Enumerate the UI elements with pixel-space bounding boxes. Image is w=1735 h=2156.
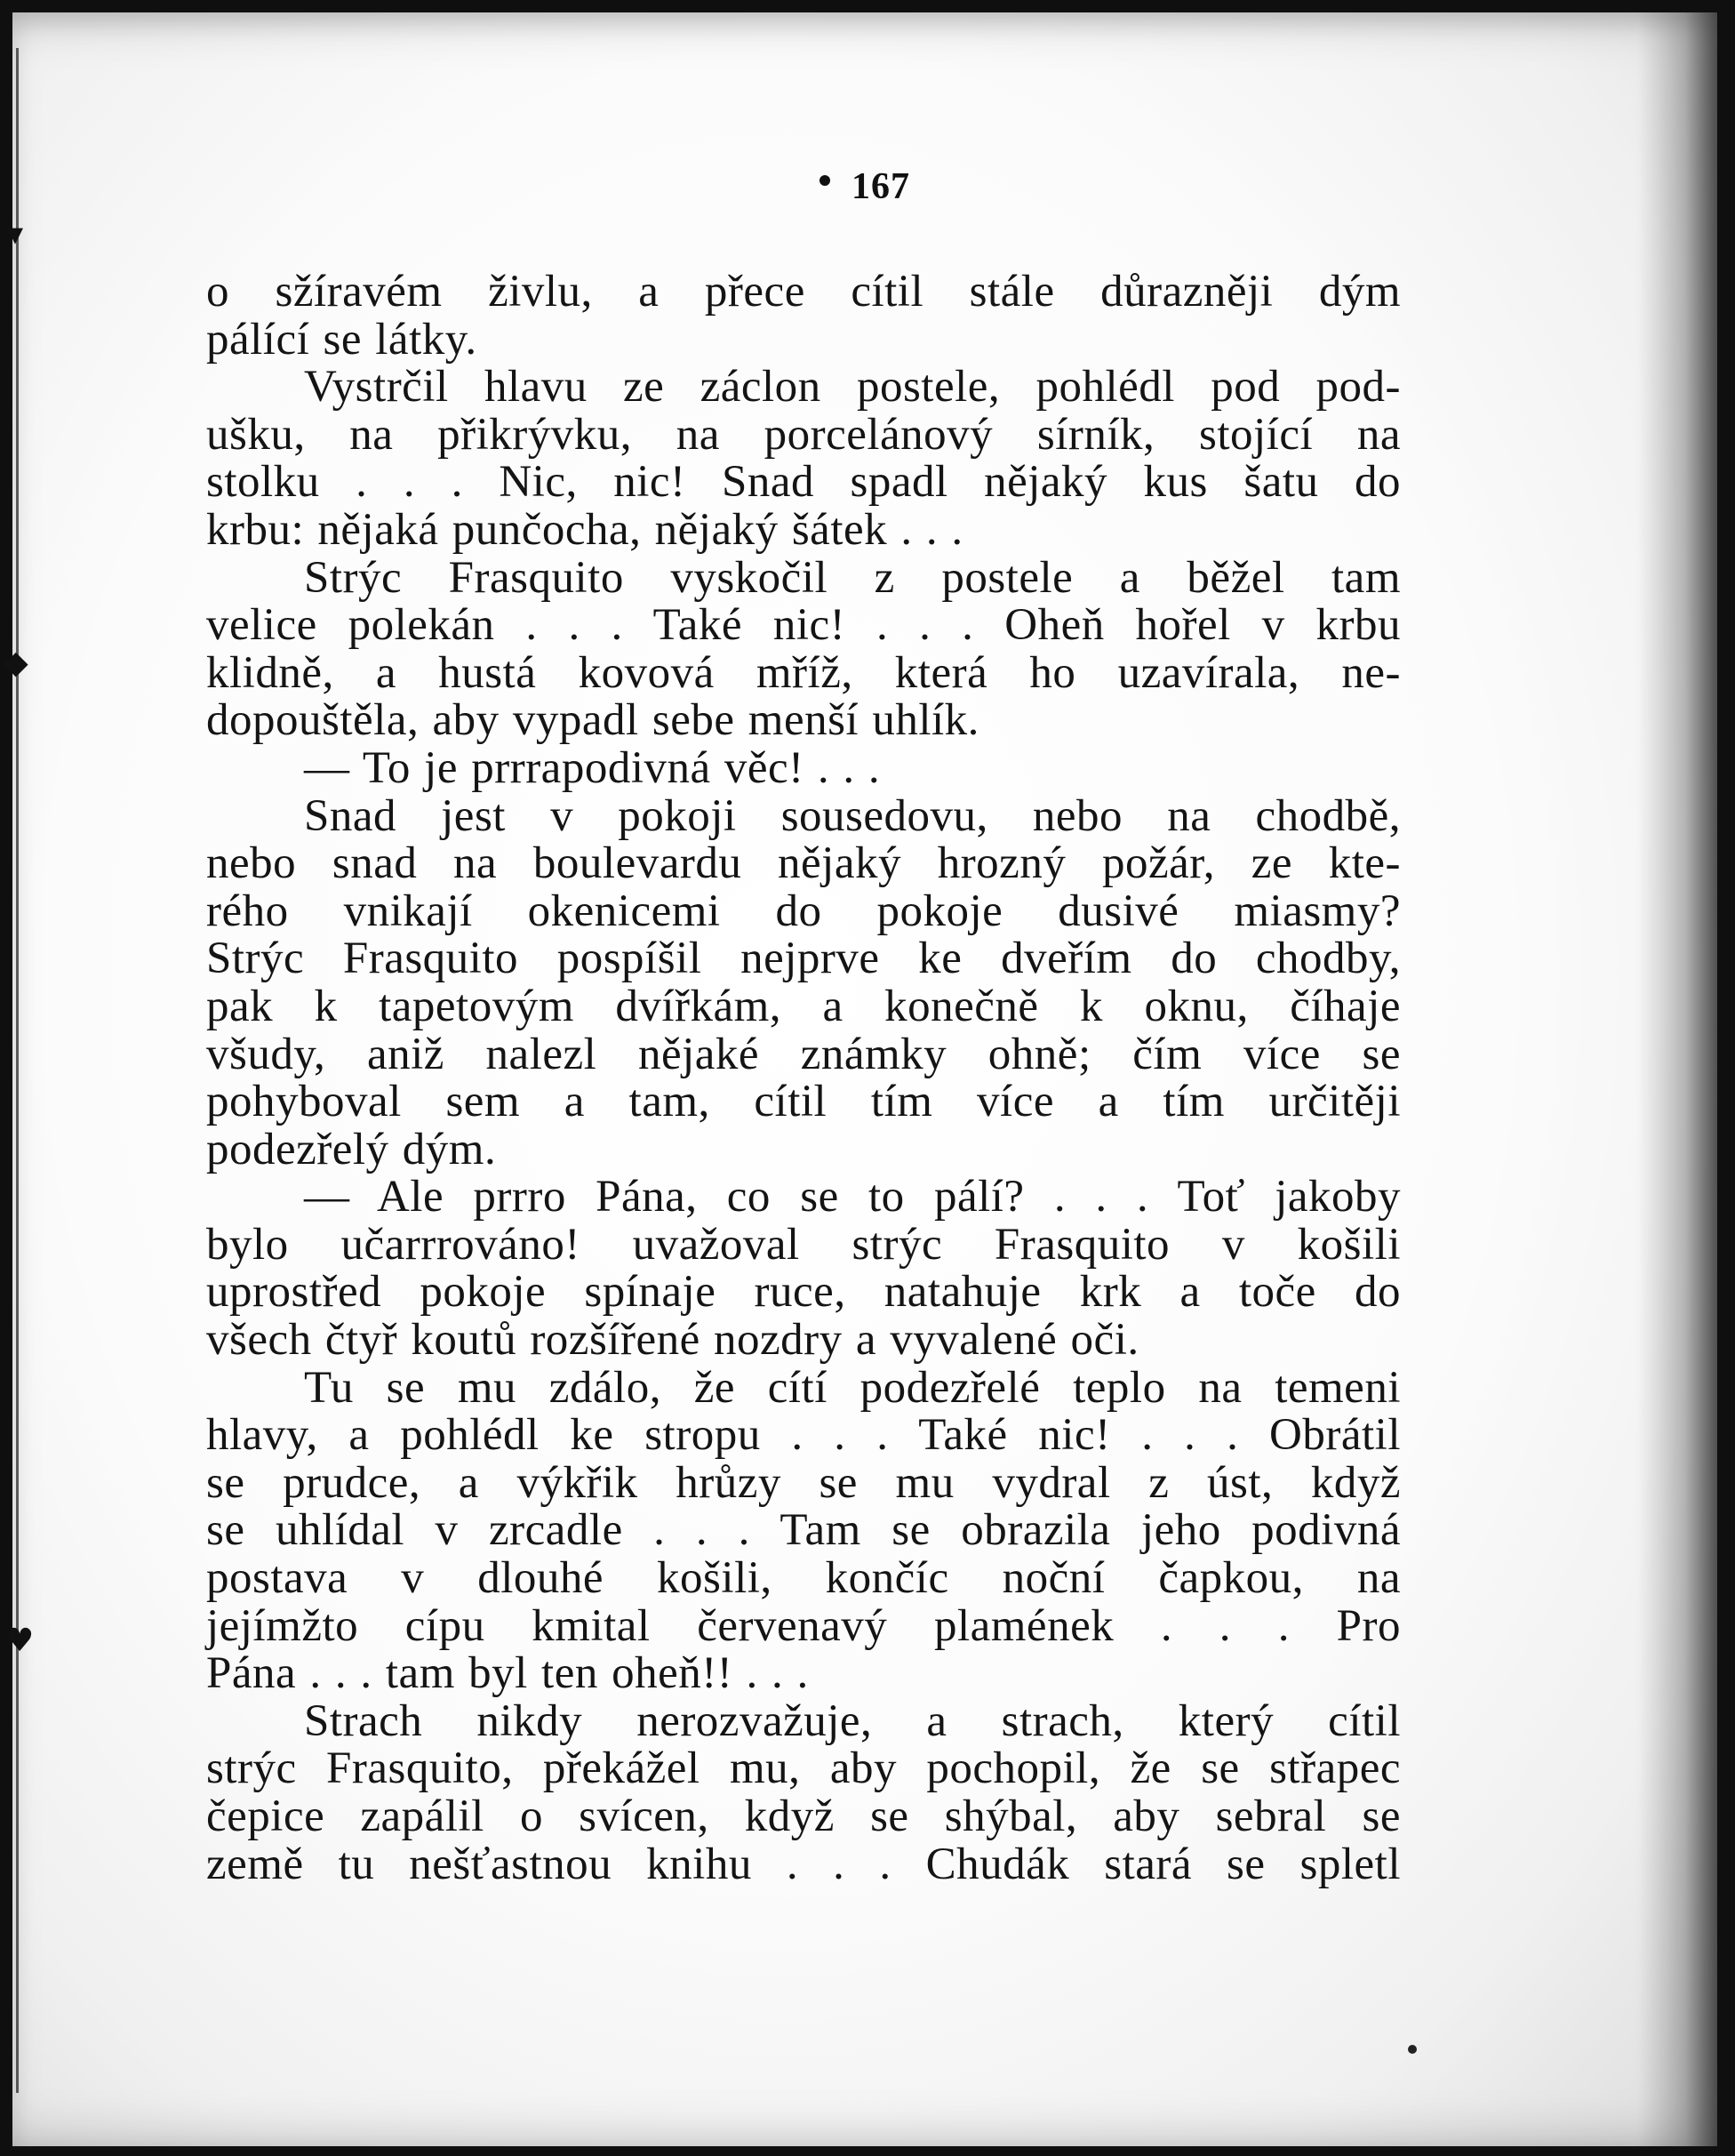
- text-line: strýc Frasquito, překážel mu, aby pochopil, že se střapec: [206, 1743, 1401, 1794]
- text-line: velice polekán . . . Také nic! . . . Oheň hořel v krbu: [206, 600, 1401, 651]
- text-line: Tu se mu zdálo, že cítí podezřelé teplo na temeni: [304, 1362, 1401, 1413]
- text-line: o sžíravém živlu, a přece cítil stále důrazněji dým: [206, 267, 1401, 317]
- text-line: postava v dlouhé košili, končíc noční čapkou, na: [206, 1553, 1401, 1604]
- text-line: nebo snad na boulevardu nějaký hrozný požár, ze kte-: [206, 838, 1401, 889]
- text-line: čepice zapálil o svícen, když se shýbal, aby sebral se: [206, 1791, 1401, 1841]
- text-line: ušku, na přikrývku, na porcelánový sírník, stojící na: [206, 409, 1401, 460]
- text-line: Pána . . . tam byl ten oheň!! . . .: [206, 1648, 809, 1699]
- header-dot-icon: [820, 175, 830, 186]
- text-line: všech čtyř koutů rozšířené nozdry a vyvalené oči.: [206, 1315, 1139, 1366]
- text-line: hlavy, a pohlédl ke stropu . . . Také nic! . . . Obrátil: [206, 1410, 1401, 1461]
- page-body-text: [206, 268, 1401, 1888]
- text-line: uprostřed pokoje spínaje ruce, natahuje krk a toče do: [206, 1267, 1401, 1318]
- text-line: rého vnikají okenicemi do pokoje dusivé miasmy?: [206, 886, 1401, 936]
- gutter-mark-top: ▾: [7, 216, 24, 252]
- text-line: stolku . . . Nic, nic! Snad spadl nějaký kus šatu do: [206, 457, 1401, 508]
- page-edge-shadow: [1637, 12, 1717, 2146]
- text-line: se uhlídal v zrcadle . . . Tam se obrazila jeho podivná: [206, 1505, 1401, 1556]
- text-line: — To je prrrapodivná věc! . . .: [304, 742, 881, 793]
- text-line: klidně, a hustá kovová mříž, která ho uzavírala, ne-: [206, 647, 1401, 698]
- text-line: podezřelý dým.: [206, 1124, 497, 1174]
- text-line: Strýc Frasquito vyskočil z postele a běžel tam: [304, 552, 1401, 603]
- text-line: všudy, aniž nalezl nějaké známky ohně; čím více se: [206, 1029, 1401, 1079]
- text-line: pak k tapetovým dvířkám, a konečně k oknu, číhaje: [206, 981, 1401, 1031]
- page-number: 167: [852, 166, 910, 207]
- text-line: jejímžto cípu kmital červenavý plamének . . . Pro: [206, 1600, 1401, 1651]
- text-line: pálící se látky.: [206, 314, 477, 365]
- book-page: [4, 12, 1717, 2146]
- page-number-header: [12, 165, 1717, 208]
- binding-gutter-line: [16, 48, 19, 2093]
- text-line: dopouštěla, aby vypadl sebe menší uhlík.: [206, 695, 979, 746]
- text-line: Snad jest v pokoji sousedovu, nebo na chodbě,: [304, 790, 1401, 841]
- text-line: krbu: nějaká punčocha, nějaký šátek . . .: [206, 504, 963, 555]
- text-line: se prudce, a výkřik hrůzy se mu vydral z úst, když: [206, 1457, 1401, 1508]
- gutter-mark-bottom: ♥: [5, 1623, 35, 1659]
- text-line: — Ale prrro Pána, co se to pálí? . . . Toť jakoby: [304, 1172, 1401, 1222]
- text-line: bylo učarrrováno! uvažoval strýc Frasquito v košili: [206, 1219, 1401, 1270]
- text-line: Vystrčil hlavu ze záclon postele, pohlédl pod pod-: [304, 362, 1401, 413]
- footer-speck: [1408, 2045, 1417, 2054]
- gutter-mark-arrow: ◆: [4, 645, 28, 681]
- text-line: Strýc Frasquito pospíšil nejprve ke dveřím do chodby,: [206, 934, 1401, 984]
- text-line: země tu nešťastnou knihu . . . Chudák stará se spletl: [206, 1839, 1401, 1889]
- text-line: pohyboval sem a tam, cítil tím více a tím určitěji: [206, 1077, 1401, 1127]
- text-line: Strach nikdy nerozvažuje, a strach, který cítil: [304, 1695, 1401, 1746]
